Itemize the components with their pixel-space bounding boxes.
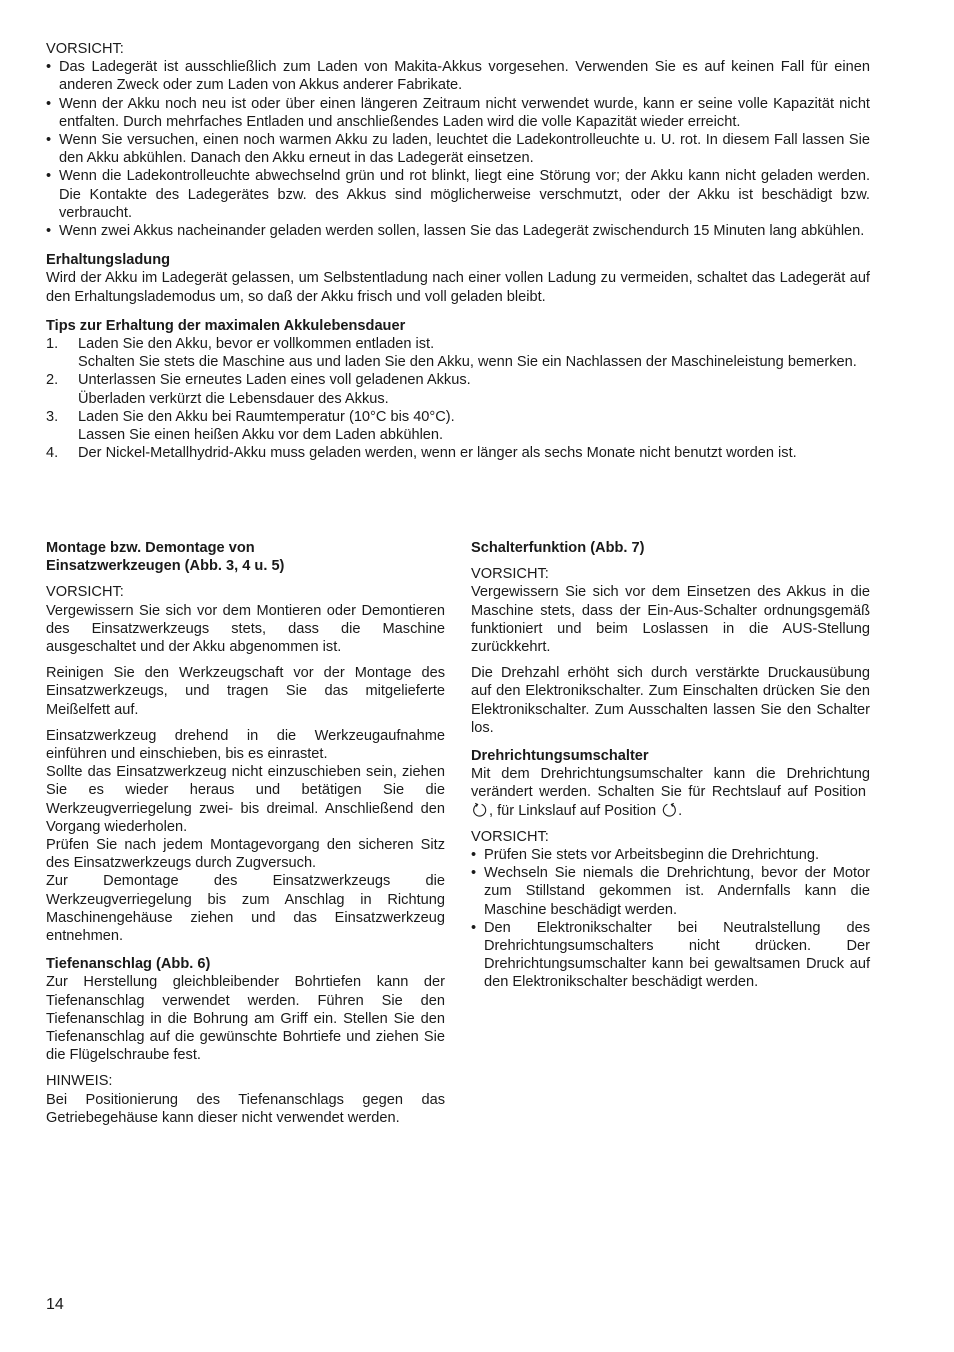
drehrichtung-text-c: . [678,802,683,819]
montage-heading-line-2: Einsatzwerkzeugen (Abb. 3, 4 u. 5) [46,558,285,575]
item-number: 4. [46,445,59,462]
schalterfunktion-heading: Schalterfunktion (Abb. 7) [471,540,645,556]
list-item: • Das Ladegerät ist ausschließlich zum Laden von Makita-Akkus vorgesehen. Verwenden Sie es auf keinen Fall für einen anderen Zweck oder zum Laden von Akkus anderer Fabrikate. [46,58,870,94]
item-line: Unterlassen Sie erneutes Laden eines voll geladenen Akkus. [78,372,471,389]
drehzahl-text: Die Drehzahl erhöht sich durch verstärkte Druckausübung auf den Elektronikschalter. Zum Einschalten drücken Sie den Elektronikschalter. Zum Ausschalten lassen Sie den Schalter los. [471,665,870,736]
left-column [46,539,445,1127]
list-item [46,371,870,407]
demontage-text: Zur Demontage des Einsatzwerkzeugs die Werkzeugverriegelung bis zum Anschlag in Richtung Maschinengehäuse ziehen und das Einsatzwerkzeug entnehmen. [46,873,445,945]
item-line: Der Nickel-Metallhydrid-Akku muss geladen werden, wenn er länger als sechs Monate nicht benutzt worden ist. [78,445,797,462]
montage-heading-line-1: Montage bzw. Demontage von [46,540,255,556]
list-item [46,408,870,444]
vorsicht-text: Vergewissern Sie sich vor dem Einsetzen des Akkus in die Maschine stets, dass der Ein-Aus-Schalter ordnungsgemäß funktioniert und beim Loslassen in die AUS-Stellung zurückkehrt. [471,584,870,656]
list-item: • Wenn zwei Akkus nacheinander geladen werden sollen, lassen Sie das Ladegerät zwischendurch 15 Minuten lang abkühlen. [46,222,870,240]
reinigen-text: Reinigen Sie den Werkzeugschaft vor der Montage des Einsatzwerkzeugs, und tragen Sie das mitgelieferte Meißelfett auf. [46,665,445,718]
item-line: Schalten Sie stets die Maschine aus und laden Sie den Akku, wenn Sie ein Nachlassen der Maschineleistung bemerken. [78,354,857,371]
tips-list [46,335,870,462]
item-line: Laden Sie den Akku, bevor er vollkommen entladen ist. [78,336,435,353]
counterclockwise-rotation-icon [661,802,677,818]
vorsicht-label: VORSICHT: [46,41,124,57]
hinweis-label: HINWEIS: [46,1073,113,1090]
item-line: Lassen Sie einen heißen Akku vor dem Laden abkühlen. [78,427,444,444]
list-item: • Prüfen Sie stets vor Arbeitsbeginn die Drehrichtung. [471,846,870,864]
drehrichtung-text [471,765,870,820]
list-item: • Wenn Sie versuchen, einen noch warmen Akku zu laden, leuchtet die Ladekontrolleuchte u. U. rot. In diesem Fall lassen Sie den Akku abkühlen. Danach den Akku erneut in das Ladegerät einsetzen. [46,131,870,167]
item-line: Laden Sie den Akku bei Raumtemperatur (10°C bis 40°C). [78,408,455,425]
right-column [471,539,870,992]
tiefenanschlag-text: Zur Herstellung gleichbleibender Bohrtiefen kann der Tiefenanschlag verwendet werden. Führen Sie den Tiefenanschlag in die Bohrung am Griff ein. Stellen Sie den Tiefenanschlag auf die gewünschte Bohrtiefe und ziehen Sie die Flügelschraube fest. [46,974,445,1064]
montage-heading [46,539,445,575]
vorsicht-list [46,58,870,240]
list-item: • Den Elektronikschalter bei Neutralstellung des Drehrichtungsumschalters nicht drücken. Der Drehrichtungsumschalter kann bei gewaltsamen Druck auf den Elektronikschalter beschädigt werden. [471,919,870,992]
einfuehren-text: Einsatzwerkzeug drehend in die Werkzeugaufnahme einführen und einschieben, bis es einrastet. [46,727,445,763]
list-item [46,444,870,462]
erhaltung-heading: Erhaltungsladung [46,252,171,269]
drehrichtung-heading: Drehrichtungsumschalter [471,748,649,765]
tips-heading: Tips zur Erhaltung der maximalen Akkulebensdauer [46,317,406,334]
drehrichtung-text-b: , für Linkslauf auf Position [489,802,657,819]
drehrichtung-text-a: Mit dem Drehrichtungsumschalter kann die Drehrichtung verändert werden. Schalten Sie für Rechtslauf auf Position [471,766,870,801]
vorsicht-text: Vergewissern Sie sich vor dem Montieren oder Demontieren des Einsatzwerkzeugs stets, dass die Maschine ausgeschaltet und der Akku abgenommen ist. [46,602,445,656]
erhaltung-text: Wird der Akku im Ladegerät gelassen, um Selbstentladung nach einer vollen Ladung zu vermeiden, schaltet das Ladegerät auf den Erhaltungslademodus um, so daß der Akku frisch und voll geladen bleibt. [46,270,870,305]
tiefenanschlag-heading: Tiefenanschlag (Abb. 6) [46,956,211,973]
vorsicht-label: VORSICHT: [471,566,549,583]
list-item: • Wechseln Sie niemals die Drehrichtung, bevor der Motor zum Stillstand gekommen ist. Andernfalls kann die Maschine beschädigt werden. [471,864,870,919]
item-number: 2. [46,372,59,389]
vorsicht-label: VORSICHT: [46,584,124,601]
pruefen-text: Prüfen Sie nach jedem Montagevorgang den sicheren Sitz des Einsatzwerkzeugs durch Zugversuch. [46,837,445,872]
list-item: • Wenn die Ladekontrolleuchte abwechselnd grün und rot blinkt, liegt eine Störung vor; der Akku kann nicht geladen werden. Die Kontakte des Ladegerätes bzw. des Akkus sind möglicherweise verschmutzt, oder der Akku ist beschädigt bzw. verbraucht. [46,167,870,222]
vorsicht-label-2: VORSICHT: [471,828,549,845]
item-number: 3. [46,408,59,425]
hinweis-text: Bei Positionierung des Tiefenanschlags gegen das Getriebegehäuse kann dieser nicht verwendet werden. [46,1091,445,1126]
page-number: 14 [46,1296,64,1313]
top-section [46,40,870,462]
drehrichtung-warning-list [471,846,870,992]
sollte-text: Sollte das Einsatzwerkzeug nicht einzuschieben sein, ziehen Sie es wieder heraus und betätigen Sie die Werkzeugverriegelung zwei- bis dreimal. Anschließend den Vorgang wiederholen. [46,764,445,835]
list-item: • Wenn der Akku noch neu ist oder über einen längeren Zeitraum nicht verwendet wurde, kann er seine volle Kapazität nicht entfalten. Durch mehrfaches Entladen und anschließendes Laden wird die volle Kapazität wieder erreicht. [46,95,870,131]
item-line: Überladen verkürzt die Lebensdauer des Akkus. [78,390,389,407]
item-number: 1. [46,336,59,353]
list-item [46,335,870,371]
clockwise-rotation-icon [472,802,488,818]
